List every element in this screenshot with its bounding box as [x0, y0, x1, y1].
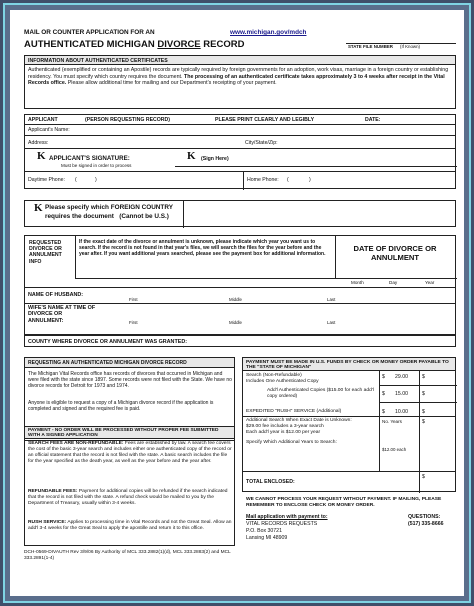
requesting-heading: REQUESTING AN AUTHENTICATED MICHIGAN DIVORCE RECORD	[28, 360, 187, 366]
county-label: COUNTY WHERE DIVORCE OR ANNULMENT WAS GRANTED:	[28, 339, 188, 345]
info-body-text: Authenticated (exemplified or containing an Apostile) records are typically required by foreign governments for an adoption, work visas, marriage in a foreign country or establishing residency. You must specify which country requires the document.	[28, 67, 449, 80]
additional-search-label: Additional Search When Exact Date is Unknown:	[246, 418, 352, 423]
city-state-zip-field[interactable]	[290, 138, 450, 146]
state-file-number-line	[346, 43, 456, 44]
print-clearly-label: PLEASE PRINT CLEARLY AND LEGIBLY	[215, 117, 315, 123]
additional-search-each: Each add'l year is $12.00 per year	[246, 429, 321, 435]
form-id-footer: DCH-0569-DIVAUTH Rev 3/9/06 By Authority of MCL 333.2882(1)(d), MCL 333.2883(2) and MCL 333.2891(1-4)	[24, 550, 231, 561]
month-label: Month	[351, 280, 364, 285]
refundable-fees-body: Payment for additional copies will be refunded if the search indicated that the record is not filed with the state. A refund check would be mailed to you by the Department of Treasury, usually within 3-4 weeks.	[28, 489, 228, 506]
home-phone-paren-open: (	[287, 177, 289, 183]
additional-years-field[interactable]	[247, 456, 375, 466]
rush-service-title: RUSH SERVICE:	[28, 520, 67, 525]
requesting-p2: Anyone is eligible to request a copy of a Michigan divorce record if the application is completed and signed and the required fee is paid.	[28, 400, 214, 412]
sign-here-k-marker: K	[187, 150, 196, 162]
person-requesting-label: (PERSON REQUESTING RECORD)	[85, 117, 171, 123]
additional-search-fee: $29.00 fee includes a 3-year search	[246, 423, 324, 429]
applicant-label: APPLICANT	[28, 117, 58, 123]
search-fee-total-field[interactable]	[427, 373, 453, 382]
daytime-phone-label: Daytime Phone:	[28, 177, 65, 183]
requesting-p1: The Michigan Vital Records office has records of divorces that occurred in Michigan and were filed with the state since 1897. Some records were not filed with the State. We have no divorce records for Detroit for 1973 and 1974.	[28, 371, 232, 389]
country-line2-note: (Cannot be U.S.)	[119, 213, 169, 220]
search-fee-sub: Includes One Authenticated Copy	[246, 378, 319, 384]
rush-service-paragraph	[28, 520, 232, 532]
rush-fee-label: EXPEDITED "RUSH" SERVICE (Additional)	[246, 409, 342, 414]
payment-box	[242, 357, 456, 492]
wife-name-label: WIFE'S NAME AT TIME OF DIVORCE OR ANNULMENT:	[28, 305, 96, 324]
county-box	[24, 335, 456, 347]
total-enclosed-label: TOTAL ENCLOSED:	[246, 479, 295, 485]
info-body	[28, 67, 452, 87]
wife-first-label: First	[129, 320, 138, 325]
payment-warning: WE CANNOT PROCESS YOUR REQUEST WITHOUT PAYMENT. IF MAILING, PLEASE REMEMBER TO ENCLOSE CHECK OR MONEY ORDER.	[246, 497, 442, 508]
additional-copies-total-field[interactable]	[427, 389, 453, 398]
rush-fee-currency: $	[382, 409, 385, 415]
daytime-phone-field[interactable]	[79, 175, 239, 183]
requested-label: REQUESTED DIVORCE OR ANNULMENT INFO	[29, 240, 62, 265]
website-link[interactable]: www.michigan.gov/mdch	[230, 29, 307, 36]
rush-fee-total-currency: $	[422, 409, 425, 415]
search-fee-currency: $	[382, 374, 385, 380]
additional-search-total-currency: $	[422, 419, 425, 425]
info-heading: INFORMATION ABOUT AUTHENTICATED CERTIFICATES	[28, 57, 168, 64]
payment-heading: PAYMENT MUST BE MADE IN U.S. FUNDS BY CHECK OR MONEY ORDER PAYABLE TO THE "STATE OF MICHIGAN"	[246, 359, 449, 370]
mail-line-3: Lansing MI 48909	[246, 535, 288, 541]
sign-here-label: (Sign Here)	[201, 156, 229, 162]
country-k-marker: K	[34, 202, 43, 214]
info-box	[24, 55, 456, 109]
country-line2	[45, 214, 169, 220]
applicant-name-field[interactable]	[95, 126, 450, 134]
wife-name-field[interactable]	[101, 307, 451, 316]
number-of-years-field[interactable]	[382, 426, 416, 438]
husband-first-label: First	[129, 297, 138, 302]
info-body-end: Please allow additional time for mailing and our Department's receipting of your payment.	[67, 80, 277, 87]
search-fee-total-currency: $	[422, 374, 425, 380]
info-body-bold: The processing of an authenticated certificate takes approximately 3 to 4 weeks after receipt in the Vital Records office.	[28, 73, 445, 87]
additional-search-block	[246, 418, 378, 446]
wife-middle-label: Middle	[229, 320, 242, 325]
additional-search-total-field[interactable]	[427, 418, 453, 468]
home-phone-field[interactable]	[291, 175, 451, 183]
mail-line-1: VITAL RECORDS REQUESTS	[246, 521, 318, 527]
search-fee-amount: 29.00	[395, 374, 408, 380]
if-known-label: (If Known)	[400, 44, 421, 49]
form-title-post: RECORD	[203, 39, 245, 50]
must-be-signed-note: Must be signed in order to process	[61, 163, 132, 168]
signature-field[interactable]	[235, 151, 450, 165]
country-line2-text: requires the document	[45, 213, 114, 220]
search-fee-label: Search (Non-Refundable)	[246, 373, 302, 378]
city-state-zip-label: City/State/Zip:	[245, 140, 278, 146]
husband-name-field[interactable]	[95, 290, 450, 299]
search-fees-body: Fees are established by law. A search fee covers the cost of the basic 3-year search and includes either one authenticated copy of the record or an official statement that the record is not filed with the state. A basic search includes the file for the year specified as the death year, as well as the year before and the year after.	[28, 441, 232, 464]
date-of-divorce-title: DATE OF DIVORCE OR ANNULMENT	[353, 244, 437, 262]
payment-rules-box	[24, 426, 235, 546]
date-label: DATE:	[365, 117, 381, 123]
additional-copies-currency: $	[382, 391, 385, 397]
refundable-fees-paragraph	[28, 489, 232, 507]
search-fees-paragraph	[28, 441, 232, 465]
form-title	[24, 40, 244, 50]
form-document	[10, 10, 464, 596]
additional-copies-amount: 15.00	[395, 391, 408, 397]
refundable-fees-title: REFUNDABLE FEES:	[28, 489, 78, 494]
form-title-pre: AUTHENTICATED MICHIGAN	[24, 39, 155, 50]
applicant-name-label: Applicant's Name:	[28, 127, 70, 133]
address-field[interactable]	[55, 138, 230, 146]
search-fee-row	[246, 373, 376, 385]
year-label: Year	[425, 280, 435, 285]
questions-label: QUESTIONS:	[408, 514, 441, 520]
requested-instructions: If the exact date of the divorce or annulment is unknown, please indicate which year you want us to search. If the record is not found in that year's files, we will search the files for the year before and the year after. If you want additional years searched, please see the payment box for additional information.	[79, 239, 326, 258]
specify-years-label: Specify Which Additional Years to Search:	[246, 440, 337, 446]
payment-rules-heading: PAYMENT - NO ORDER WILL BE PROCESSED WITHOUT PROPER FEE SUBMITTED WITH A SIGNED APPLICATION	[28, 428, 219, 439]
each-cost-label: $12.00 each	[382, 447, 407, 452]
applicant-signature-label: APPLICANT'S SIGNATURE:	[49, 155, 130, 162]
applicant-box	[24, 114, 456, 189]
husband-middle-label: Middle	[229, 297, 242, 302]
mail-or-counter-label: MAIL OR COUNTER APPLICATION FOR AN	[24, 29, 155, 36]
total-enclosed-field[interactable]	[427, 473, 453, 489]
requested-box	[24, 235, 456, 335]
husband-last-label: Last	[327, 297, 336, 302]
form-title-divorce: DIVORCE	[157, 39, 201, 50]
mail-line-2: P.O. Box 30721	[246, 528, 282, 534]
total-enclosed-currency: $	[422, 474, 425, 480]
home-phone-paren-close: )	[309, 177, 311, 183]
questions-phone: (517) 335-8666	[408, 521, 444, 527]
county-field[interactable]	[195, 338, 450, 346]
signature-k-marker: K	[37, 150, 46, 162]
divorce-date-field[interactable]	[341, 268, 453, 277]
additional-copies-label: Add'l Authenticated Copies ($15.00 for each add'l copy ordered)	[267, 388, 374, 399]
daytime-phone-paren-open: (	[75, 177, 77, 183]
country-line1: Please specify which FOREIGN COUNTRY	[45, 204, 173, 211]
day-label: Day	[389, 280, 398, 285]
rush-fee-total-field[interactable]	[427, 408, 453, 416]
wife-last-label: Last	[327, 320, 336, 325]
husband-name-label: NAME OF HUSBAND:	[28, 292, 84, 298]
home-phone-label: Home Phone:	[247, 177, 279, 183]
foreign-country-field[interactable]	[187, 204, 452, 224]
number-of-years-label: No. Years	[382, 419, 402, 424]
state-file-number-label: STATE FILE NUMBER	[348, 44, 393, 49]
daytime-phone-paren-close: )	[95, 177, 97, 183]
rush-service-body: Applies to processing time in Vital Records and not the Great Seal. Allow an add'l 3-4 weeks for the Great Seal to apply the apostille and return it to this office.	[28, 520, 232, 531]
search-fees-title: SEARCH FEES ARE NON-REFUNDABLE:	[28, 441, 124, 446]
mail-heading: Mail application with payment to:	[246, 514, 328, 520]
country-box	[24, 200, 456, 227]
address-label: Address:	[28, 140, 49, 146]
rush-fee-amount: 10.00	[395, 409, 408, 415]
additional-copies-total-currency: $	[422, 391, 425, 397]
